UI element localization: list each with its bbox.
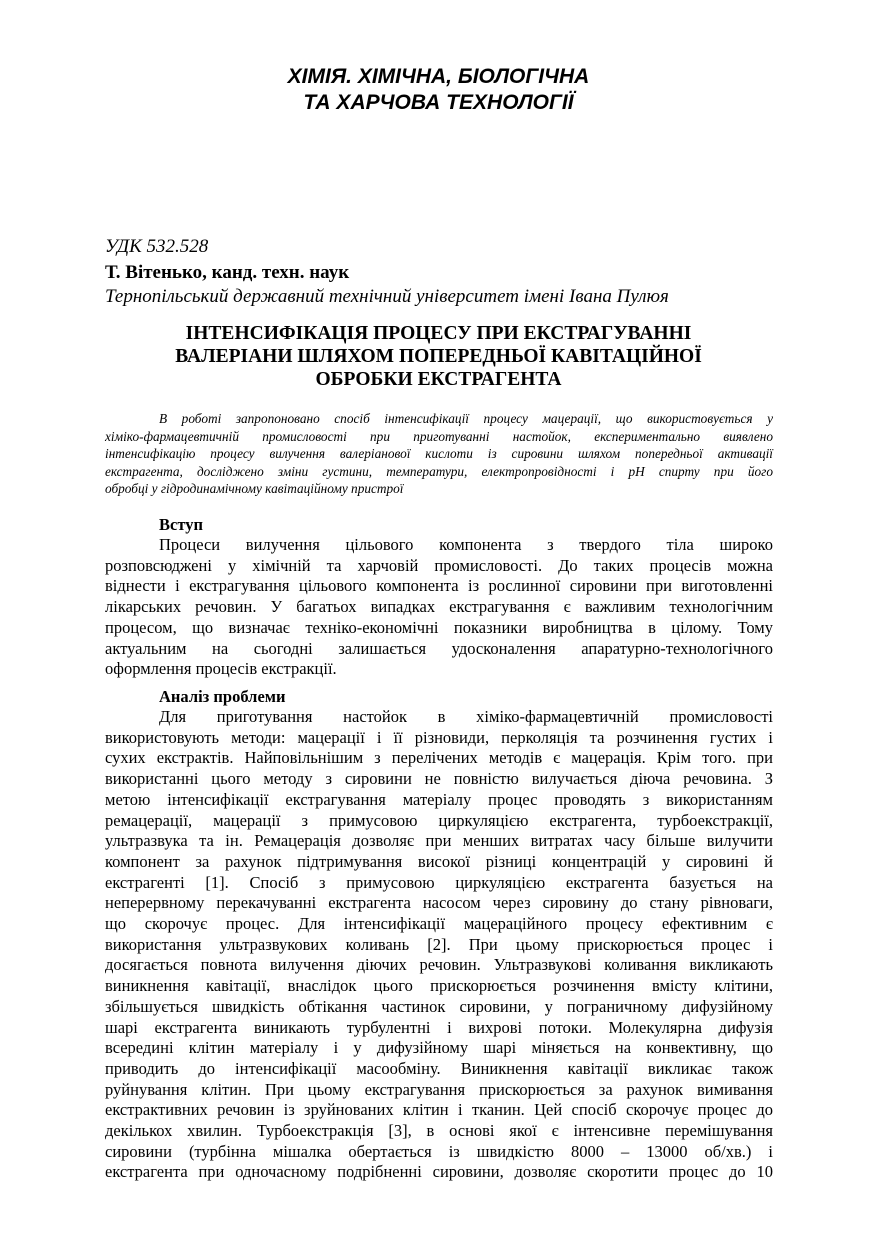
body-line: оформлення процесів екстракції. [105, 659, 337, 679]
body-line: ремацерації, мацерації з примусовою циркуляцією екстрагента, турбоекстракції, [105, 810, 773, 830]
body-line: віднести і екстрагування цільового компонента із рослинної сировини при виготовленні [105, 576, 773, 596]
paper-title [0, 322, 877, 391]
body-line: збільшується швидкість обтікання частинок сировини, у пограничному дифузійному [105, 996, 773, 1016]
body-line: сировини (турбінна мішалка обертається із швидкістю 8000 – 13000 об/хв.) і [105, 1141, 773, 1161]
body-line: використовують методи: мацерації і її різновиди, перколяція та розчинення густих і [105, 727, 773, 747]
body-line: використання ультразвукових коливань [2]. При цьому прискорюється процес і [105, 934, 773, 954]
body-line: руйнування клітин. При цьому екстрагування прискорюється за рахунок вимивання [105, 1079, 773, 1099]
udk-code: УДК 532.528 [105, 236, 209, 257]
body-line: лікарських речовин. У багатьох випадках екстрагування є важливим технологічним [105, 597, 773, 617]
analysis-paragraph [105, 707, 773, 1183]
abstract-line: В роботі запропоновано спосіб інтенсифікації процесу мацерації, що використовується у [159, 411, 773, 426]
intro-paragraph [105, 535, 773, 680]
body-line: компонент за рахунок підтримування високої різниці концентрацій у сировині й [105, 851, 773, 871]
section-title-line: ХІМІЯ. ХІМІЧНА, БІОЛОГІЧНА [287, 65, 590, 88]
author-affiliation: Тернопільський державний технічний університет імені Івана Пулюя [105, 286, 669, 307]
body-line: метою інтенсифікації екстрагування матеріалу процес проводять з використанням [105, 789, 773, 809]
journal-section-title [0, 64, 877, 116]
abstract-line: хіміко-фармацевтичній промисловості при приготуванні настойок, експериментально виявлено [105, 428, 773, 444]
body-line: Процеси вилучення цільового компонента з твердого тіла широко [159, 535, 773, 554]
abstract-line: екстрагента, досліджено зміни густини, температури, електропровідності і рН спирту при його [105, 463, 773, 479]
abstract [105, 410, 773, 498]
body-line: екстрагента при одночасному подрібненні сировини, дозволяє скоротити процес до 10 [105, 1162, 773, 1182]
body-line: екстрактивних речовин із зруйнованих клітин і тканин. Цей спосіб скорочує процес до [105, 1100, 773, 1120]
body-line: актуальним на сьогодні залишається удосконалення апаратурно-технологічного [105, 638, 773, 658]
abstract-line: інтенсифікацію процесу вилучення валеріанової кислоти із сировини шляхом попередньої активації [105, 446, 773, 461]
body-line: приводить до інтенсифікації масообміну. Виникнення кавітації викликає також [105, 1058, 773, 1078]
body-line: ультразвука та ін. Ремацерація дозволяє при менших витратах часу більше вилучити [105, 831, 773, 851]
body-line: процесом, що визначає техніко-економічні показники виробництва в цілому. Тому [105, 617, 773, 637]
intro-heading: Вступ [159, 515, 203, 534]
body-line: розповсюджені у хімічній та харчовій промисловості. До таких процесів можна [105, 555, 773, 575]
body-line: що скорочує процес. Для інтенсифікації мацераційного процесу ефективним є [105, 914, 773, 934]
body-line: шарі екстрагента виникають турбулентні і вихрові потоки. Молекулярна дифузія [105, 1017, 773, 1037]
abstract-line: обробці у гідродинамічному кавітаційному пристрої [105, 481, 404, 496]
paper-title-line: ОБРОБКИ ЕКСТРАГЕНТА [315, 369, 562, 390]
body-line: використанні цього методу з сировини не повністю вилучається діюча речовина. З [105, 769, 773, 789]
body-line: сухих екстрактів. Найповільнішим з перелічених методів є мацерація. Крім того. при [105, 748, 773, 768]
body-line: Для приготування настойок в хіміко-фармацевтичній промисловості [159, 707, 773, 726]
body-line: виникнення кавітації, внаслідок цього прискорюється розчинення вмісту клітини, [105, 976, 773, 996]
paper-title-line: ВАЛЕРІАНИ ШЛЯХОМ ПОПЕРЕДНЬОЇ КАВІТАЦІЙНОЇ [175, 346, 702, 367]
section-title-line: ТА ХАРЧОВА ТЕХНОЛОГІЇ [303, 91, 574, 114]
author-line: Т. Вітенько, канд. техн. наук [105, 262, 350, 283]
body-line: досягається повнота вилучення діючих речовин. Ультразвукові коливання викликають [105, 955, 773, 975]
body-line: всередині клітин матеріалу і у дифузійному шарі міняється на конвективну, що [105, 1038, 773, 1058]
paper-title-line: ІНТЕНСИФІКАЦІЯ ПРОЦЕСУ ПРИ ЕКСТРАГУВАННІ [185, 323, 692, 344]
body-line: неперервному перекачуванні екстрагента насосом через сировину до стану рівноваги, [105, 893, 773, 913]
body-line: декількох хвилин. Турбоекстракція [3], в основі якої є інтенсивне перемішування [105, 1121, 773, 1141]
body-line: екстрагенті [1]. Спосіб з примусовою циркуляцією екстрагента базується на [105, 872, 773, 892]
analysis-heading: Аналіз проблеми [159, 687, 286, 706]
